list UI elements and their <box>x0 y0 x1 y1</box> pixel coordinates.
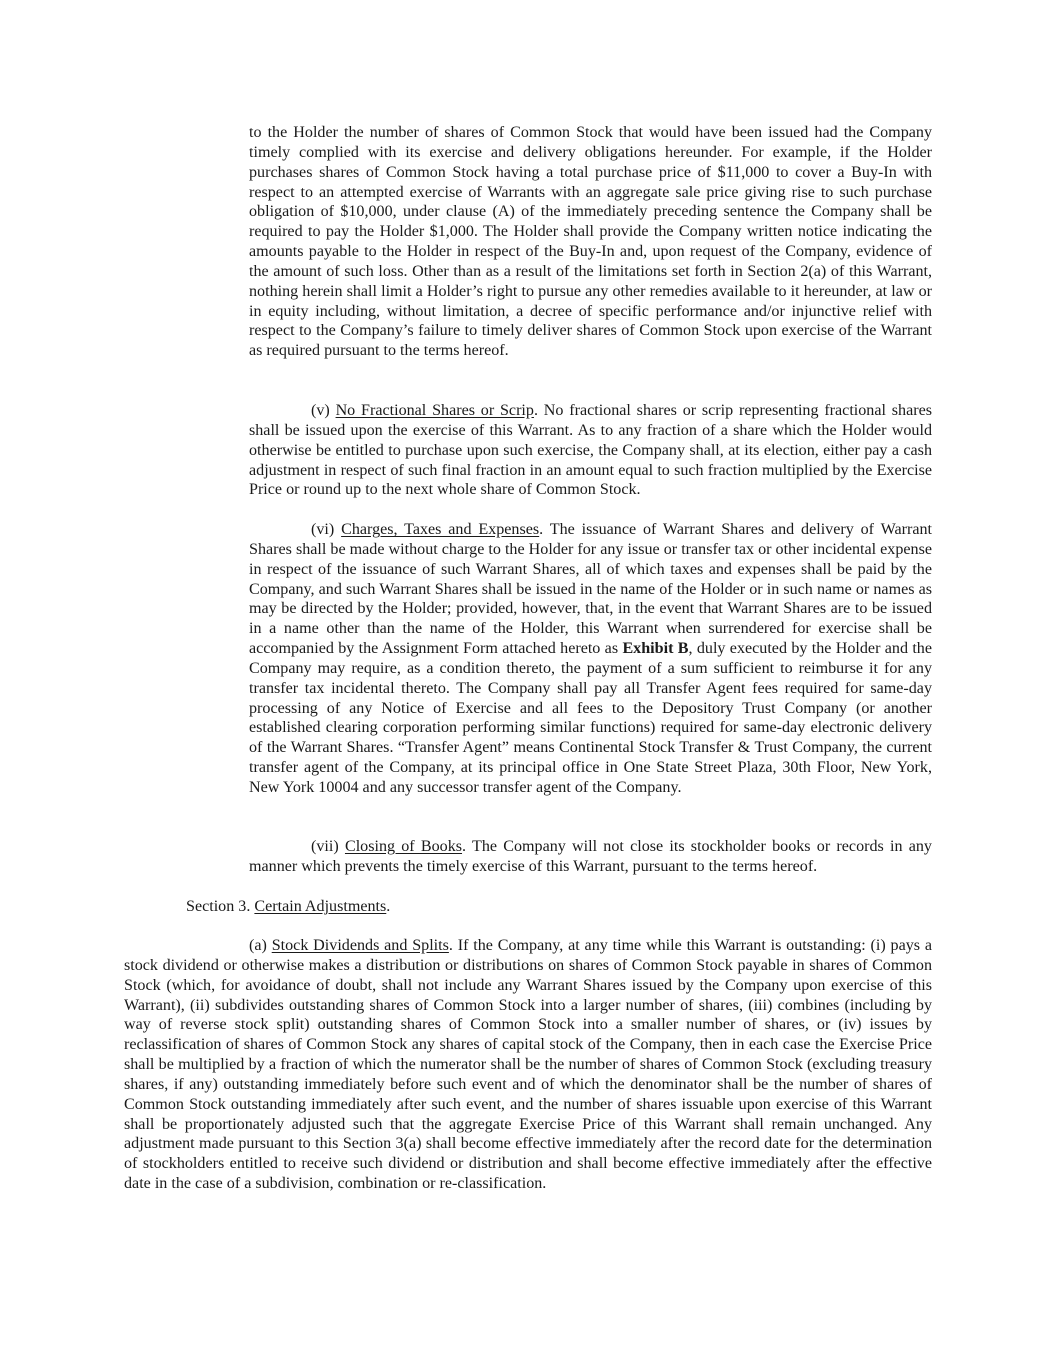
section-vi-number: (vi) <box>311 521 335 538</box>
section-3-label: Section 3. <box>186 898 251 915</box>
section-vii-heading: Closing of Books <box>344 838 463 855</box>
continuation-text: to the Holder the number of shares of Common Stock that would have been issued had the Company timely complied with its exercise and delivery obligations hereunder. For example, if the Holder purchases shares of Common Stock having a total purchase price of $11,000 to cover a Buy-In with respect to an attempted exercise of Warrants with an aggregate sale price giving rise to such purchase obligation of $10,000, under clause (A) of the immediately preceding sentence the Company shall be required to pay the Holder $1,000. The Holder shall provide the Company written notice indicating the amounts payable to the Holder in respect of the Buy-In and, upon request of the Company, evidence of the amount of such loss. Other than as a result of the limitations set forth in Section 2(a) of this Warrant, nothing herein shall limit a Holder’s right to pursue any other remedies available to it hereunder, at law or in equity including, without limitation, a decree of specific performance and/or injunctive relief with respect to the Company’s failure to timely deliver shares of Common Stock upon exercise of the Warrant as required pursuant to the terms hereof. <box>249 124 932 360</box>
section-v-body: . No fractional shares or scrip representing fractional shares shall be issued upon the exercise of this Warrant. As to any fraction of a share which the Holder would otherwise be entitled to purchase upon such exercise, the Company shall, at its election, either pay a cash adjustment in respect of such final fraction in an amount equal to such fraction multiplied by the Exercise Price or round up to the next whole share of Common Stock. <box>249 402 932 499</box>
section-vi-heading: Charges, Taxes and Expenses <box>341 521 540 538</box>
section-3a-heading: Stock Dividends and Splits <box>271 937 449 954</box>
section-vii-body: . The Company will not close its stockholder books or records in any manner which prevents the timely exercise of this Warrant, pursuant to the terms hereof. <box>249 838 932 875</box>
section-v-paragraph <box>249 401 932 500</box>
section-vi-body-before: . The issuance of Warrant Shares and delivery of Warrant Shares shall be made without charge to the Holder for any issue or transfer tax or other incidental expense in respect of the issuance of such Warrant Shares, all of which taxes and expenses shall be paid by the Company, and such Warrant Shares shall be issued in the name of the Holder or in such name or names as may be directed by the Holder; provided, however, that, in the event that Warrant Shares are to be issued in a name other than the name of the Holder, this Warrant when surrendered for exercise shall be accompanied by the Assignment Form attached hereto as <box>249 521 933 658</box>
section-3a-number: (a) <box>249 937 267 954</box>
section-vii-number: (vii) <box>311 838 339 855</box>
section-v-number: (v) <box>311 402 330 419</box>
section-3-title: Certain Adjustments <box>254 898 387 915</box>
continuation-paragraph <box>249 123 932 361</box>
section-3-heading <box>186 897 786 917</box>
section-vii-paragraph <box>249 837 932 877</box>
exhibit-b-reference: Exhibit B <box>622 640 689 658</box>
section-vi-body-after: , duly executed by the Holder and the Company may require, as a condition thereto, the payment of a sum sufficient to reimburse it for any transfer tax incidental thereto. The Company shall pay all Transfer Agent fees required for same-day processing of any Notice of Exercise and all fees to the Depository Trust Company (or another established clearing corporation performing similar functions) required for same-day electronic delivery of the Warrant Shares. “Transfer Agent” means Continental Stock Transfer & Trust Company, the current transfer agent of the Company, at its principal office in One State Street Plaza, 30th Floor, New York, New York 10004 and any successor transfer agent of the Company. <box>249 640 933 796</box>
section-v-heading: No Fractional Shares or Scrip <box>335 402 534 419</box>
section-vi-paragraph <box>249 520 932 798</box>
section-3a-body: . If the Company, at any time while this Warrant is outstanding: (i) pays a stock dividend or otherwise makes a distribution or distributions on shares of Common Stock payable in shares of Common Stock (which, for avoidance of doubt, shall not include any Warrant Shares issued by the Company upon exercise of this Warrant), (ii) subdivides outstanding shares of Common Stock into a larger number of shares, (iii) combines (including by way of reverse stock split) outstanding shares of Common Stock into a smaller number of shares, or (iv) issues by reclassification of shares of Common Stock any shares of capital stock of the Company, then in each case the Exercise Price shall be multiplied by a fraction of which the numerator shall be the number of shares of Common Stock (excluding treasury shares, if any) outstanding immediately before such event and of which the denominator shall be the number of shares of Common Stock outstanding immediately after such event, and the number of shares issuable upon exercise of this Warrant shall be proportionately adjusted such that the aggregate Exercise Price of this Warrant shall remain unchanged. Any adjustment made pursuant to this Section 3(a) shall become effective immediately after the record date for the determination of stockholders entitled to receive such dividend or distribution and shall become effective immediately after the effective date in the case of a subdivision, combination or re-classification. <box>124 937 933 1193</box>
section-3-period: . <box>386 898 391 915</box>
section-3a-paragraph <box>124 936 932 1194</box>
